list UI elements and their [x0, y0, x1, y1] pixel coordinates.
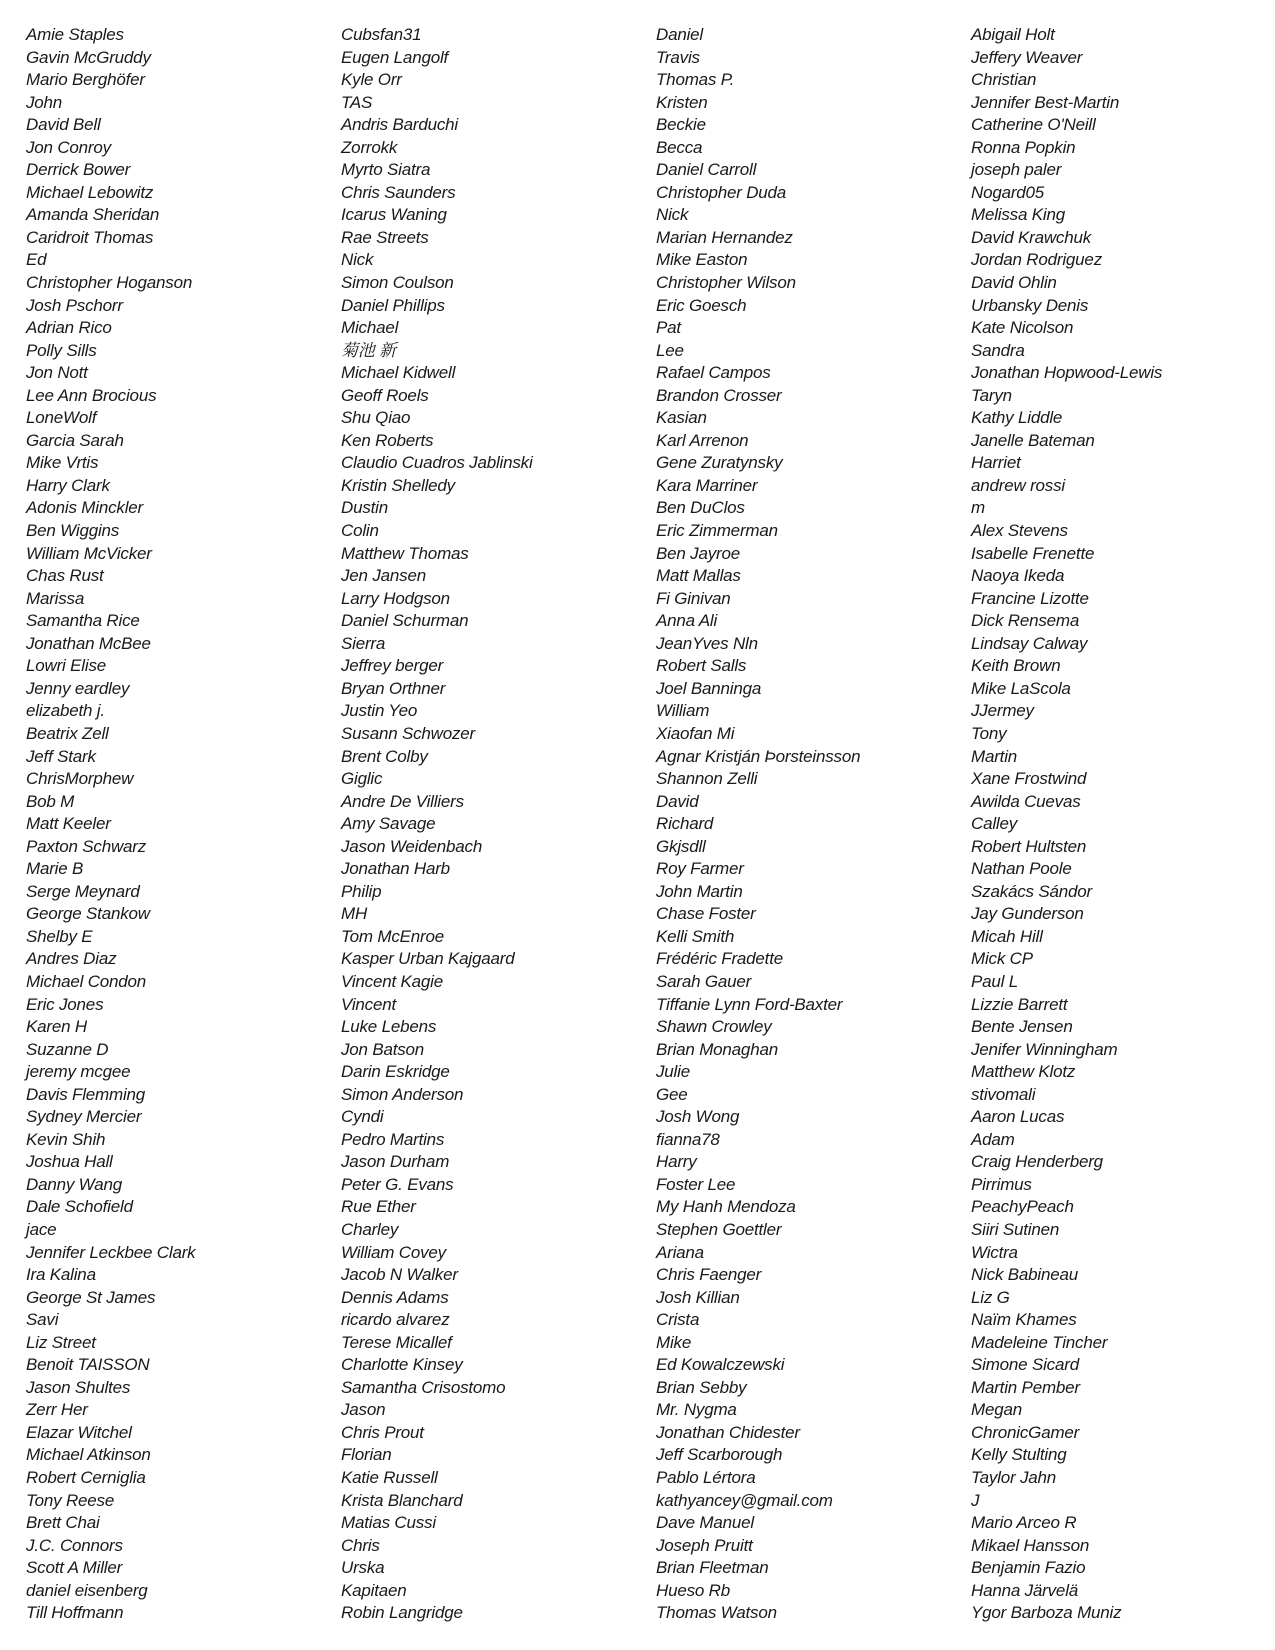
name-entry: Tiffanie Lynn Ford-Baxter: [656, 994, 843, 1014]
name-entry: Colin: [341, 521, 379, 541]
name-entry: Andre De Villiers: [341, 791, 464, 811]
name-entry: Michael Condon: [26, 971, 147, 991]
name-entry: Jennifer Best-Martin: [971, 92, 1120, 112]
name-entry: joseph paler: [971, 160, 1062, 180]
name-entry: Brian Monaghan: [656, 1039, 778, 1059]
name-entry: Madeleine Tincher: [971, 1332, 1108, 1352]
name-entry: Mr. Nygma: [656, 1400, 737, 1420]
name-entry: Stephen Goettler: [656, 1219, 782, 1239]
name-entry: William: [656, 701, 710, 721]
name-entry: Kasper Urban Kajgaard: [341, 949, 515, 969]
name-entry: Mick CP: [971, 949, 1033, 969]
name-entry: Harriet: [971, 453, 1021, 473]
name-entry: Eugen Langolf: [341, 47, 449, 67]
name-entry: Kara Marriner: [656, 475, 758, 495]
name-entry: Hueso Rb: [656, 1580, 730, 1600]
name-entry: Jonathan Harb: [341, 859, 450, 879]
name-entry: My Hanh Mendoza: [656, 1197, 796, 1217]
name-entry: Jonathan McBee: [26, 633, 151, 653]
name-entry: Jennifer Leckbee Clark: [26, 1242, 196, 1262]
name-entry: Mario Berghöfer: [26, 70, 145, 90]
name-entry: m: [971, 498, 985, 518]
name-entry: JeanYves Nln: [656, 633, 758, 653]
name-entry: Megan: [971, 1400, 1022, 1420]
name-entry: Abigail Holt: [971, 25, 1055, 44]
name-entry: Vincent Kagie: [341, 971, 443, 991]
name-entry: Kelli Smith: [656, 926, 735, 946]
name-entry: Terese Micallef: [341, 1332, 452, 1352]
name-entry: Janelle Bateman: [971, 430, 1095, 450]
name-entry: Cubsfan31: [341, 25, 422, 44]
name-entry: Jenny eardley: [26, 678, 130, 698]
name-entry: Adrian Rico: [26, 318, 112, 338]
name-entry: Brandon Crosser: [656, 385, 782, 405]
name-entry: Lowri Elise: [26, 656, 106, 676]
name-entry: Justin Yeo: [341, 701, 418, 721]
name-entry: Peter G. Evans: [341, 1174, 454, 1194]
name-entry: Thomas Watson: [656, 1603, 777, 1623]
name-entry: Matt Mallas: [656, 566, 741, 586]
name-entry: Daniel Phillips: [341, 295, 445, 315]
name-entry: Marissa: [26, 588, 85, 608]
name-entry: Charley: [341, 1219, 399, 1239]
name-entry: Siiri Sutinen: [971, 1219, 1060, 1239]
name-entry: Derrick Bower: [26, 160, 131, 180]
name-entry: Jordan Rodriguez: [971, 250, 1102, 270]
name-entry: Geoff Roels: [341, 385, 429, 405]
name-entry: Ariana: [656, 1242, 704, 1262]
name-entry: Ed Kowalczewski: [656, 1355, 785, 1375]
name-entry: Martin: [971, 746, 1018, 766]
name-entry: Icarus Waning: [341, 205, 447, 225]
name-entry: TAS: [341, 92, 373, 112]
name-entry: Chris Prout: [341, 1422, 424, 1442]
name-entry: Robert Salls: [656, 656, 747, 676]
name-entry: Paul L: [971, 971, 1019, 991]
name-entry: Adam: [971, 1129, 1015, 1149]
name-entry: MH: [341, 904, 368, 924]
name-entry: Jonathan Chidester: [656, 1422, 800, 1442]
name-entry: Pat: [656, 318, 681, 338]
name-entry: Kristin Shelledy: [341, 475, 455, 495]
name-entry: Till Hoffmann: [26, 1603, 124, 1623]
name-entry: Isabelle Frenette: [971, 543, 1095, 563]
name-entry: Harry: [656, 1152, 697, 1172]
name-entry: Urska: [341, 1558, 385, 1578]
name-entry: kathyancey@gmail.com: [656, 1490, 833, 1510]
name-entry: JJermey: [971, 701, 1034, 721]
name-entry: Shawn Crowley: [656, 1017, 772, 1037]
name-entry: Kelly Stulting: [971, 1445, 1067, 1465]
name-entry: Davis Flemming: [26, 1084, 146, 1104]
name-entry: andrew rossi: [971, 475, 1065, 495]
name-entry: Wictra: [971, 1242, 1018, 1262]
name-entry: Frédéric Fradette: [656, 949, 783, 969]
name-entry: Sarah Gauer: [656, 971, 752, 991]
name-entry: Samantha Rice: [26, 611, 140, 631]
name-entry: Sierra: [341, 633, 386, 653]
name-entry: Shannon Zelli: [656, 769, 758, 789]
name-entry: Philip: [341, 881, 382, 901]
name-entry: Rae Streets: [341, 227, 429, 247]
name-entry: Jenifer Winningham: [971, 1039, 1118, 1059]
name-entry: Jonathan Hopwood-Lewis: [971, 363, 1163, 383]
name-entry: Scott A Miller: [26, 1558, 123, 1578]
name-entry: Pirrimus: [971, 1174, 1032, 1194]
name-entry: Joseph Pruitt: [656, 1535, 753, 1555]
name-entry: Michael Atkinson: [26, 1445, 151, 1465]
name-entry: Dick Rensema: [971, 611, 1080, 631]
name-entry: William Covey: [341, 1242, 446, 1262]
name-entry: Mike Vrtis: [26, 453, 99, 473]
name-entry: Claudio Cuadros Jablinski: [341, 453, 533, 473]
name-entry: Beckie: [656, 115, 706, 135]
name-entry: Richard: [656, 814, 714, 834]
name-entry: Jeffery Weaver: [971, 47, 1083, 67]
name-entry: LoneWolf: [26, 408, 97, 428]
name-entry: Nathan Poole: [971, 859, 1072, 879]
name-entry: Chas Rust: [26, 566, 104, 586]
name-entry: stivomali: [971, 1084, 1036, 1104]
name-entry: Zerr Her: [26, 1400, 88, 1420]
name-entry: Jon Conroy: [26, 137, 111, 157]
name-entry: Florian: [341, 1445, 392, 1465]
name-entry: Ira Kalina: [26, 1265, 96, 1285]
name-entry: Harry Clark: [26, 475, 110, 495]
name-entry: Calley: [971, 814, 1018, 834]
name-entry: Taryn: [971, 385, 1012, 405]
name-entry: Crista: [656, 1310, 700, 1330]
name-entry: Jon Batson: [341, 1039, 425, 1059]
names-column-3: [656, 24, 956, 1625]
name-entry: George St James: [26, 1287, 156, 1307]
name-entry: Robert Hultsten: [971, 836, 1087, 856]
name-entry: Christian: [971, 70, 1037, 90]
name-entry: Jacob N Walker: [341, 1265, 458, 1285]
name-entry: Simone Sicard: [971, 1355, 1079, 1375]
name-entry: Travis: [656, 47, 700, 67]
name-entry: J: [971, 1490, 980, 1510]
name-entry: Polly Sills: [26, 340, 97, 360]
name-entry: Benjamin Fazio: [971, 1558, 1086, 1578]
name-entry: Mario Arceo R: [971, 1513, 1077, 1533]
name-entry: Danny Wang: [26, 1174, 122, 1194]
name-entry: Szakács Sándor: [971, 881, 1092, 901]
name-entry: Pedro Martins: [341, 1129, 445, 1149]
name-entry: Nick: [341, 250, 374, 270]
name-entry: Nick Babineau: [971, 1265, 1079, 1285]
name-entry: Dustin: [341, 498, 388, 518]
name-entry: Micah Hill: [971, 926, 1043, 946]
name-entry: Shelby E: [26, 926, 93, 946]
name-entry: Susann Schwozer: [341, 723, 476, 743]
name-entry: Myrto Siatra: [341, 160, 431, 180]
name-entry: Lizzie Barrett: [971, 994, 1068, 1014]
name-entry: Michael Kidwell: [341, 363, 456, 383]
name-entry: Jen Jansen: [341, 566, 426, 586]
name-entry: Gkjsdll: [656, 836, 706, 856]
name-entry: Bente Jensen: [971, 1017, 1073, 1037]
name-entry: Jeffrey berger: [341, 656, 444, 676]
name-entry: Gavin McGruddy: [26, 47, 151, 67]
name-entry: Jason: [341, 1400, 386, 1420]
name-entry: Savi: [26, 1310, 59, 1330]
names-column-4: [971, 24, 1271, 1625]
name-entry: Josh Pschorr: [26, 295, 123, 315]
name-entry: Kevin Shih: [26, 1129, 106, 1149]
name-entry: Robert Cerniglia: [26, 1468, 146, 1487]
name-entry: Martin Pember: [971, 1377, 1080, 1397]
name-entry: Taylor Jahn: [971, 1468, 1057, 1487]
name-entry: Nogard05: [971, 182, 1045, 202]
name-entry: 菊池 新: [341, 340, 396, 360]
name-entry: jeremy mcgee: [26, 1062, 131, 1082]
name-entry: Mike Easton: [656, 250, 748, 270]
name-entry: Mike: [656, 1332, 692, 1352]
name-entry: Kathy Liddle: [971, 408, 1063, 428]
name-entry: Bryan Orthner: [341, 678, 446, 698]
name-entry: Josh Killian: [656, 1287, 740, 1307]
name-entry: Suzanne D: [26, 1039, 109, 1059]
name-entry: Craig Henderberg: [971, 1152, 1103, 1172]
name-entry: jace: [26, 1219, 57, 1239]
name-entry: Fi Ginivan: [656, 588, 731, 608]
name-entry: Jeff Stark: [26, 746, 96, 766]
name-entry: Rue Ether: [341, 1197, 416, 1217]
name-entry: Andris Barduchi: [341, 115, 459, 135]
name-entry: fianna78: [656, 1129, 720, 1149]
name-entry: Luke Lebens: [341, 1017, 437, 1037]
name-entry: Lee: [656, 340, 684, 360]
name-entry: Joshua Hall: [26, 1152, 113, 1172]
name-entry: Keith Brown: [971, 656, 1061, 676]
name-entry: Giglic: [341, 769, 383, 789]
name-entry: Tony Reese: [26, 1490, 115, 1510]
name-entry: Becca: [656, 137, 703, 157]
name-entry: Matthew Klotz: [971, 1062, 1076, 1082]
name-entry: Mike LaScola: [971, 678, 1071, 698]
name-entry: Brett Chai: [26, 1513, 100, 1533]
name-entry: Daniel Carroll: [656, 160, 757, 180]
name-entry: Mikael Hansson: [971, 1535, 1090, 1555]
name-entry: Zorrokk: [341, 137, 398, 157]
name-entry: Naïm Khames: [971, 1310, 1077, 1330]
name-entry: Roy Farmer: [656, 859, 744, 879]
name-entry: Chris: [341, 1535, 380, 1555]
name-entry: ChronicGamer: [971, 1422, 1080, 1442]
name-entry: Kasian: [656, 408, 707, 428]
name-entry: Bob M: [26, 791, 75, 811]
name-entry: Catherine O'Neill: [971, 115, 1096, 135]
name-entry: Beatrix Zell: [26, 723, 109, 743]
name-entry: David Ohlin: [971, 273, 1057, 293]
name-entry: Sandra: [971, 340, 1025, 360]
name-entry: Marie B: [26, 859, 84, 879]
name-entry: Garcia Sarah: [26, 430, 124, 450]
name-entry: Kyle Orr: [341, 70, 402, 90]
name-entry: Serge Meynard: [26, 881, 140, 901]
name-entry: Jon Nott: [26, 363, 88, 383]
name-entry: Jason Weidenbach: [341, 836, 483, 856]
name-entry: ricardo alvarez: [341, 1310, 450, 1330]
name-entry: Liz Street: [26, 1332, 96, 1352]
name-entry: Ben Jayroe: [656, 543, 740, 563]
name-entry: Gene Zuratynsky: [656, 453, 783, 473]
name-entry: Amanda Sheridan: [26, 205, 160, 225]
name-entry: PeachyPeach: [971, 1197, 1074, 1217]
name-entry: Alex Stevens: [971, 521, 1068, 541]
name-entry: Samantha Crisostomo: [341, 1377, 506, 1397]
name-entry: Foster Lee: [656, 1174, 736, 1194]
name-entry: Karl Arrenon: [656, 430, 749, 450]
name-entry: Ben Wiggins: [26, 521, 120, 541]
name-entry: Larry Hodgson: [341, 588, 450, 608]
name-entry: Lee Ann Brocious: [26, 385, 157, 405]
name-entry: Andres Diaz: [26, 949, 117, 969]
name-entry: Chris Saunders: [341, 182, 456, 202]
name-entry: Amie Staples: [26, 25, 124, 44]
name-entry: Eric Jones: [26, 994, 104, 1014]
name-entry: Krista Blanchard: [341, 1490, 463, 1510]
name-entry: Simon Coulson: [341, 273, 454, 293]
name-entry: Jay Gunderson: [971, 904, 1084, 924]
name-entry: elizabeth j.: [26, 701, 105, 721]
name-entry: Jeff Scarborough: [656, 1445, 783, 1465]
name-entry: Amy Savage: [341, 814, 436, 834]
name-entry: Agnar Kristján Þorsteinsson: [656, 746, 861, 766]
name-entry: Kristen: [656, 92, 708, 112]
name-entry: Hanna Järvelä: [971, 1580, 1079, 1600]
name-entry: Gee: [656, 1084, 688, 1104]
name-entry: Tony: [971, 723, 1007, 743]
name-entry: John Martin: [656, 881, 743, 901]
name-entry: Christopher Duda: [656, 182, 787, 202]
name-entry: Darin Eskridge: [341, 1062, 450, 1082]
name-entry: Matthew Thomas: [341, 543, 469, 563]
name-entry: Dave Manuel: [656, 1513, 754, 1533]
name-entry: David Bell: [26, 115, 101, 135]
name-entry: Karen H: [26, 1017, 87, 1037]
name-entry: Paxton Schwarz: [26, 836, 147, 856]
name-entry: Katie Russell: [341, 1468, 438, 1487]
name-entry: Ben DuClos: [656, 498, 745, 518]
name-entry: Kate Nicolson: [971, 318, 1074, 338]
name-entry: Urbansky Denis: [971, 295, 1089, 315]
name-entry: Caridroit Thomas: [26, 227, 154, 247]
name-entry: Michael Lebowitz: [26, 182, 154, 202]
name-entry: Liz G: [971, 1287, 1010, 1307]
name-entry: Benoit TAISSON: [26, 1355, 150, 1375]
name-entry: Thomas P.: [656, 70, 735, 90]
name-entry: Daniel: [656, 25, 703, 44]
name-entry: Francine Lizotte: [971, 588, 1089, 608]
name-entry: Chris Faenger: [656, 1265, 762, 1285]
name-entry: Anna Ali: [656, 611, 718, 631]
name-entry: David: [656, 791, 699, 811]
name-entry: Elazar Witchel: [26, 1422, 132, 1442]
name-entry: Michael: [341, 318, 399, 338]
name-entry: Marian Hernandez: [656, 227, 793, 247]
name-entry: Ken Roberts: [341, 430, 434, 450]
name-entry: Chase Foster: [656, 904, 756, 924]
name-entry: Christopher Hoganson: [26, 273, 193, 293]
name-entry: Dale Schofield: [26, 1197, 133, 1217]
name-entry: Naoya Ikeda: [971, 566, 1065, 586]
name-entry: William McVicker: [26, 543, 152, 563]
name-entry: Brent Colby: [341, 746, 428, 766]
name-entry: daniel eisenberg: [26, 1580, 148, 1600]
name-entry: Shu Qiao: [341, 408, 411, 428]
name-entry: Awilda Cuevas: [971, 791, 1081, 811]
name-entry: Charlotte Kinsey: [341, 1355, 463, 1375]
name-entry: Tom McEnroe: [341, 926, 444, 946]
name-entry: Vincent: [341, 994, 396, 1014]
name-entry: John: [26, 92, 63, 112]
name-entry: Matias Cussi: [341, 1513, 436, 1533]
name-entry: Jason Shultes: [26, 1377, 131, 1397]
name-entry: Julie: [656, 1062, 690, 1082]
name-entry: Pablo Lértora: [656, 1468, 756, 1487]
names-column-2: [341, 24, 641, 1625]
name-entry: Christopher Wilson: [656, 273, 796, 293]
name-entry: Kapitaen: [341, 1580, 407, 1600]
name-entry: Rafael Campos: [656, 363, 771, 383]
name-entry: Josh Wong: [656, 1107, 740, 1127]
name-entry: Brian Fleetman: [656, 1558, 769, 1578]
name-entry: Ygor Barboza Muniz: [971, 1603, 1122, 1623]
name-entry: Eric Goesch: [656, 295, 747, 315]
name-entry: George Stankow: [26, 904, 150, 924]
name-entry: Cyndi: [341, 1107, 384, 1127]
name-entry: Eric Zimmerman: [656, 521, 778, 541]
name-entry: J.C. Connors: [26, 1535, 123, 1555]
name-entry: Xane Frostwind: [971, 769, 1087, 789]
names-column-1: [26, 24, 326, 1625]
name-entry: ChrisMorphew: [26, 769, 134, 789]
name-entry: Sydney Mercier: [26, 1107, 142, 1127]
name-entry: Joel Banninga: [656, 678, 762, 698]
name-entry: Melissa King: [971, 205, 1065, 225]
name-entry: Adonis Minckler: [26, 498, 143, 518]
name-entry: Lindsay Calway: [971, 633, 1088, 653]
name-entry: Jason Durham: [341, 1152, 450, 1172]
name-entry: Simon Anderson: [341, 1084, 464, 1104]
name-entry: Dennis Adams: [341, 1287, 449, 1307]
name-entry: Brian Sebby: [656, 1377, 747, 1397]
name-entry: Daniel Schurman: [341, 611, 469, 631]
name-entry: Ronna Popkin: [971, 137, 1076, 157]
name-entry: Robin Langridge: [341, 1603, 463, 1623]
name-entry: Matt Keeler: [26, 814, 111, 834]
name-entry: Nick: [656, 205, 689, 225]
name-entry: Aaron Lucas: [971, 1107, 1065, 1127]
name-entry: Xiaofan Mi: [656, 723, 735, 743]
name-entry: Ed: [26, 250, 47, 270]
name-entry: David Krawchuk: [971, 227, 1092, 247]
